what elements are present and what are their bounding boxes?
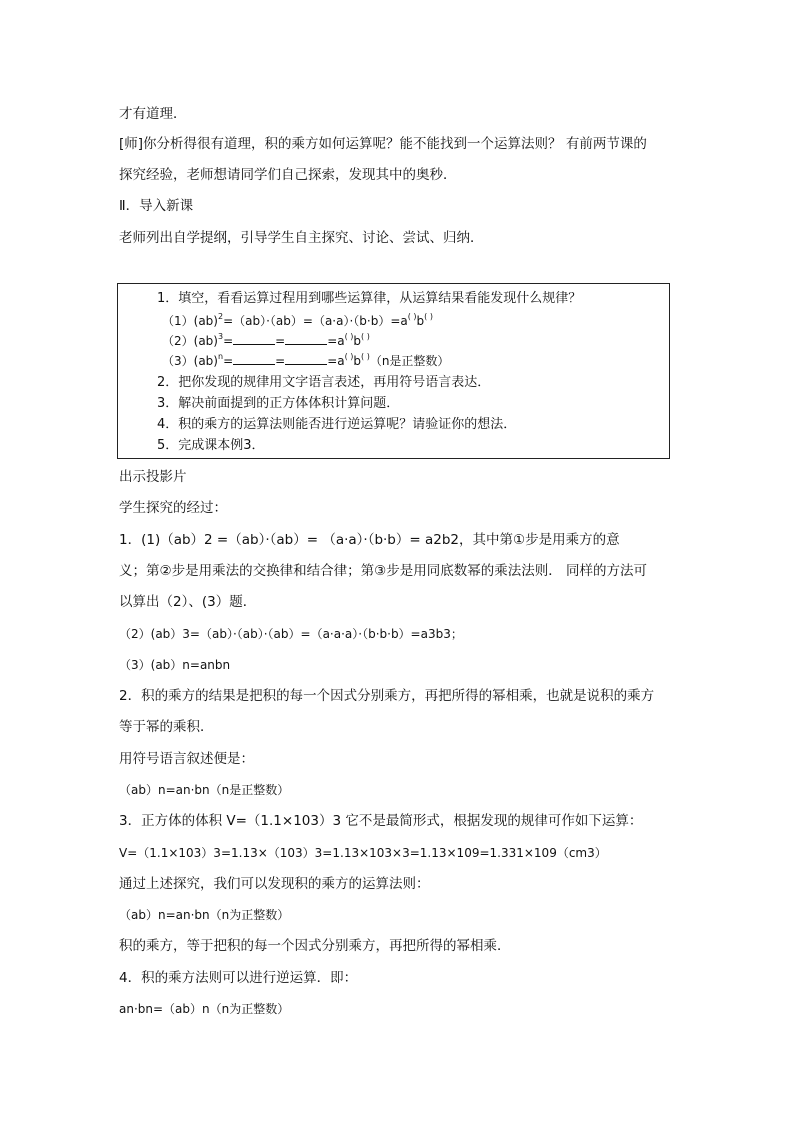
expr-text: （3）(ab) xyxy=(162,354,218,368)
paragraph-6: 出示投影片 xyxy=(119,469,187,485)
expr-text: b xyxy=(353,354,362,368)
expr-text: = xyxy=(223,334,234,348)
paragraph-1: 才有道理． xyxy=(119,106,187,122)
fill-blank xyxy=(285,333,327,345)
section-heading: Ⅱ．导入新课 xyxy=(119,198,194,214)
outline-item-1-3 xyxy=(162,352,449,370)
paragraph-16: （ab）n=an·bn（n是正整数） xyxy=(119,783,290,797)
outline-item-1-1 xyxy=(162,312,433,330)
outline-item-5: 5．完成课本例3． xyxy=(157,438,265,453)
expr-text: = xyxy=(275,354,286,368)
expr-text: b xyxy=(353,334,362,348)
expr-text: = xyxy=(275,334,286,348)
paragraph-17: 3．正方体的体积 V=（1.1×103）3 它不是最简形式，根据发现的规律可作如下运算： xyxy=(119,813,643,829)
paragraph-14: 等于幂的乘积． xyxy=(119,719,214,735)
exponent: 3 xyxy=(217,332,224,341)
exponent-blank: ( ) xyxy=(361,332,370,341)
expr-text: =a xyxy=(327,334,345,348)
exponent-blank: ( ) xyxy=(344,352,354,361)
expr-text: b xyxy=(416,314,425,328)
outline-item-4: 4．积的乘方的运算法则能否进行逆运算呢？请验证你的想法． xyxy=(157,417,517,432)
exponent-blank: ( ) xyxy=(361,352,370,361)
paragraph-15: 用符号语言叙述便是： xyxy=(119,751,254,767)
paragraph-9: 义；第②步是用乘法的交换律和结合律；第③步是用同底数幂的乘法法则． 同样的方法可 xyxy=(119,563,647,579)
paragraph-3: 探究经验，老师想请同学们自己探索，发现其中的奥秒． xyxy=(119,167,457,183)
self-study-outline-box xyxy=(117,283,670,459)
paragraph-12: （3）(ab）n=anbn xyxy=(119,658,231,672)
exponent-blank: ( ) xyxy=(344,332,354,341)
exponent: n xyxy=(217,352,224,361)
paragraph-7: 学生探究的经过： xyxy=(119,500,227,516)
expr-text: = xyxy=(223,354,234,368)
exponent-blank: ( ) xyxy=(424,312,433,321)
outline-item-1: 1．填空，看看运算过程用到哪些运算律，从运算结果看能发现什么规律？ xyxy=(157,291,582,306)
expr-text: （n是正整数） xyxy=(369,354,450,368)
paragraph-8: 1．(1)（ab）2 =（ab）·（ab）= （a·a）·（b·b）= a2b2，其中第①步是用乘方的意 xyxy=(119,532,620,548)
fill-blank xyxy=(233,353,275,365)
expr-text: =（ab）·（ab）=（a·a）·（b·b）=a xyxy=(223,314,408,328)
paragraph-11: （2）(ab）3=（ab）·（ab）·（ab）=（a·a·a）·（b·b·b）=a3b3； xyxy=(119,627,463,641)
expr-text: （2）(ab) xyxy=(162,334,218,348)
fill-blank xyxy=(233,333,275,345)
exponent-blank: ( ) xyxy=(407,312,417,321)
paragraph-19: 通过上述探究，我们可以发现积的乘方的运算法则： xyxy=(119,876,430,892)
paragraph-22: 4．积的乘方法则可以进行逆运算．即： xyxy=(119,970,358,986)
paragraph-5: 老师列出自学提纲，引导学生自主探究、讨论、尝试、归纳． xyxy=(119,230,484,246)
paragraph-10: 以算出（2）、(3）题． xyxy=(119,594,257,610)
paragraph-21: 积的乘方，等于把积的每一个因式分别乘方，再把所得的幂相乘． xyxy=(119,938,511,954)
paragraph-18: V=（1.1×103）3=1.13×（103）3=1.13×103×3=1.13×109=1.331×109（cm3） xyxy=(119,846,607,860)
expr-text: （1）(ab) xyxy=(162,314,218,328)
fill-blank xyxy=(285,353,327,365)
paragraph-2: [师]你分析得很有道理，积的乘方如何运算呢？能不能找到一个运算法则？ 有前两节课的 xyxy=(119,136,647,152)
paragraph-23: an·bn=（ab）n（n为正整数） xyxy=(119,1002,290,1016)
expr-text: =a xyxy=(327,354,345,368)
outline-item-1-2 xyxy=(162,332,370,350)
exponent: 2 xyxy=(217,312,224,321)
paragraph-20: （ab）n=an·bn（n为正整数） xyxy=(119,908,290,922)
paragraph-13: 2．积的乘方的结果是把积的每一个因式分别乘方，再把所得的幂相乘，也就是说积的乘方 xyxy=(119,688,655,704)
outline-item-2: 2．把你发现的规律用文字语言表述，再用符号语言表达． xyxy=(157,375,491,390)
outline-item-3: 3．解决前面提到的正方体体积计算问题． xyxy=(157,396,400,411)
